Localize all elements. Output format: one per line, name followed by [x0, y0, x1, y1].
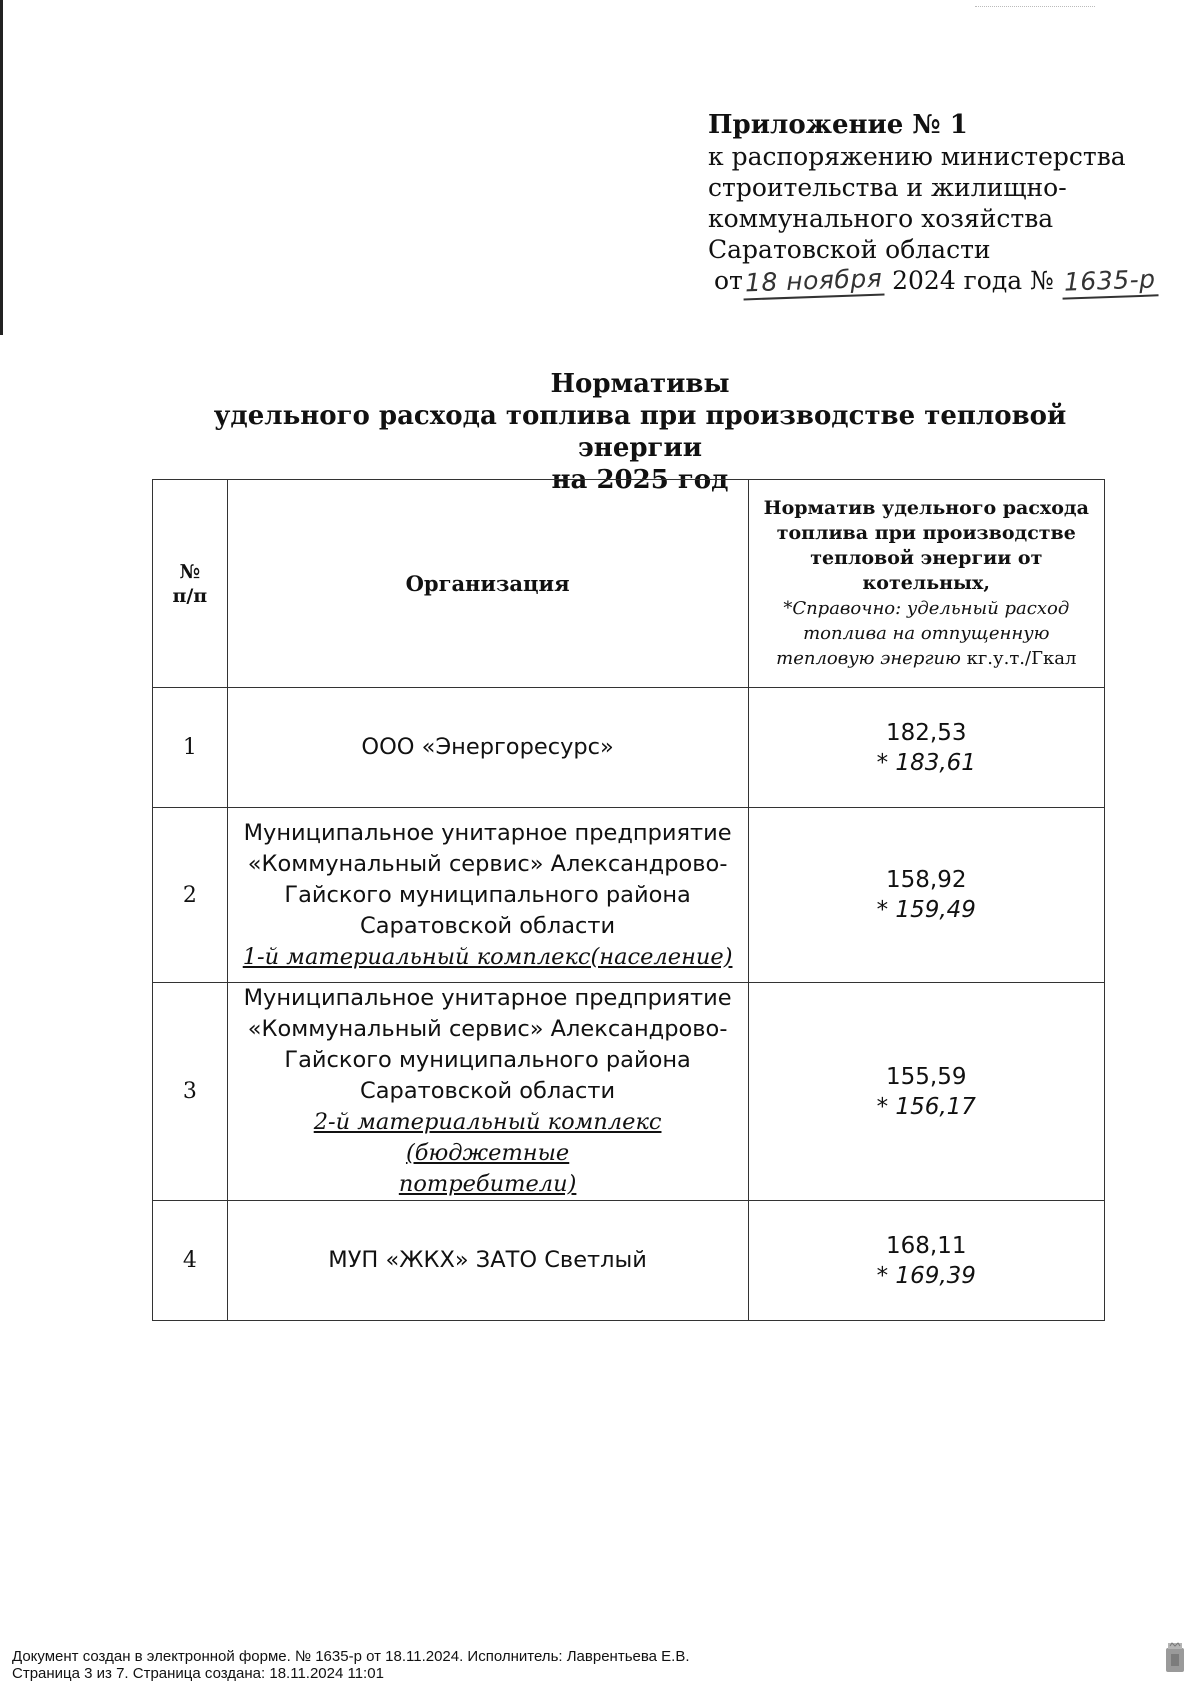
- norm-value: 158,92: [886, 867, 967, 893]
- row-organization: Муниципальное унитарное предприятие «Коммунальный сервис» Александрово- Гайского муниципального района Саратовской области 1-й материальный комплекс(население): [227, 808, 748, 983]
- date-prefix: от: [714, 266, 743, 295]
- title-line: на 2025 год: [551, 465, 729, 495]
- title-line: Нормативы: [550, 369, 730, 399]
- reference-value: * 183,61: [876, 749, 976, 776]
- norm-value: 155,59: [886, 1063, 967, 1090]
- footer-line: Документ создан в электронной форме. № 1635-р от 18.11.2024. Исполнитель: Лаврентьева Е.В.: [12, 1648, 690, 1665]
- row-value: [748, 688, 1104, 808]
- norm-value: 168,11: [886, 1232, 967, 1259]
- row-organization: ООО «Энергоресурс»: [227, 688, 748, 808]
- row-number: 3: [153, 983, 228, 1201]
- row-organization: Муниципальное унитарное предприятие «Коммунальный сервис» Александрово- Гайского муниципального района Саратовской области 2-й материальный комплекс (бюджетные потребители): [227, 983, 748, 1201]
- appendix-line: строительства и жилищно-: [708, 173, 1067, 202]
- header-norm: [748, 480, 1104, 688]
- document-title: [150, 368, 1130, 496]
- title-line: удельного расхода топлива при производстве тепловой энергии: [213, 401, 1067, 463]
- norms-table: [152, 479, 1105, 1321]
- organization-subdivision: потребители): [398, 1171, 577, 1197]
- header-norm-line: топлива при производстве: [776, 522, 1076, 544]
- header-number-line1: №: [179, 560, 201, 583]
- scan-artifact: [975, 6, 1095, 7]
- order-date-line: [714, 265, 1168, 298]
- organization-subdivision: 1-й материальный комплекс(население): [242, 943, 733, 970]
- row-value: [748, 983, 1104, 1201]
- header-note-line: *Справочно: удельный расход: [783, 598, 1070, 619]
- table-row: [153, 983, 1105, 1201]
- header-number: [153, 480, 228, 688]
- row-value: [748, 1201, 1104, 1321]
- header-norm-line: котельных,: [862, 572, 990, 594]
- row-number: 2: [153, 808, 228, 983]
- handwritten-order-number: 1635-р: [1061, 263, 1158, 299]
- header-number-line2: п/п: [172, 584, 208, 607]
- header-note-line: тепловую энергию кг.у.т./Гкал: [776, 648, 1077, 669]
- handwritten-date: 18 ноября: [742, 263, 884, 301]
- appendix-title: Приложение № 1: [708, 110, 968, 140]
- electronic-document-footer: [12, 1648, 690, 1682]
- row-organization: МУП «ЖКХ» ЗАТО Светлый: [227, 1201, 748, 1321]
- appendix-line: Саратовской области: [708, 235, 991, 264]
- appendix-line: коммунального хозяйства: [708, 204, 1054, 233]
- table-row: [153, 808, 1105, 983]
- norm-value: 182,53: [886, 719, 967, 746]
- header-norm-line: тепловой энергии от: [810, 547, 1043, 569]
- header-organization: Организация: [227, 480, 748, 688]
- reference-value: * 156,17: [876, 1093, 976, 1120]
- row-value: [748, 808, 1104, 983]
- appendix-block: [708, 110, 1168, 298]
- footer-line: Страница 3 из 7. Страница создана: 18.11.2024 11:01: [12, 1665, 384, 1682]
- table-row: [153, 1201, 1105, 1321]
- date-middle: 2024 года №: [892, 266, 1054, 295]
- row-number: 4: [153, 1201, 228, 1321]
- scan-margin-line: [0, 0, 3, 335]
- appendix-line: к распоряжению министерства: [708, 142, 1126, 171]
- row-number: 1: [153, 688, 228, 808]
- organization-subdivision: 2-й материальный комплекс (бюджетные: [313, 1109, 662, 1166]
- reference-value: * 169,39: [876, 1262, 976, 1289]
- header-note-line: топлива на отпущенную: [803, 623, 1050, 644]
- table-row: [153, 688, 1105, 808]
- table-header-row: [153, 480, 1105, 688]
- coat-of-arms-icon: [1164, 1642, 1186, 1674]
- header-norm-line: Норматив удельного расхода: [763, 497, 1089, 519]
- reference-value: * 159,49: [876, 897, 976, 923]
